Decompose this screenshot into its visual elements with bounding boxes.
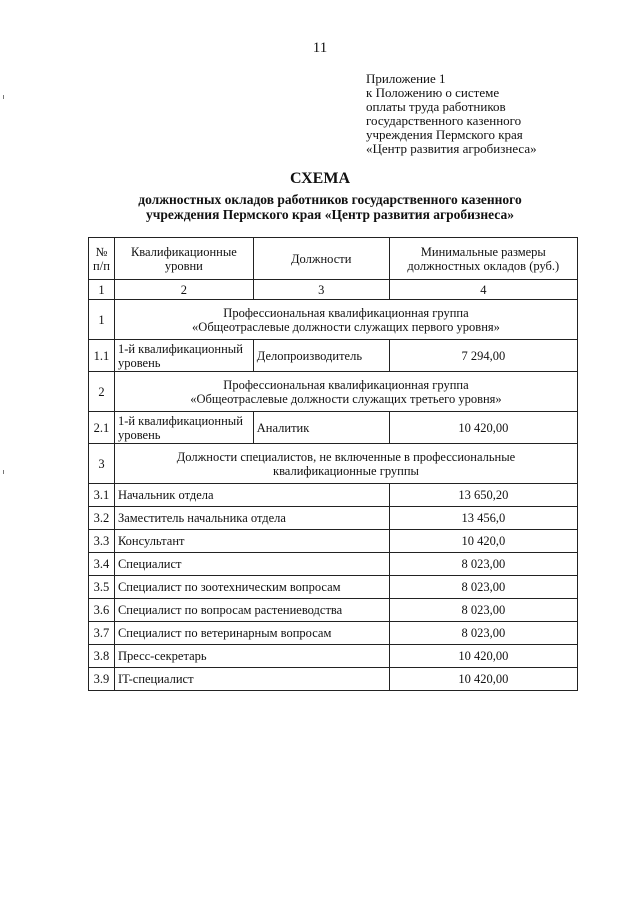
- group-title-line: Профессиональная квалификационная группа: [223, 377, 469, 392]
- group-title: [114, 444, 577, 484]
- row-num: 3.4: [89, 553, 115, 576]
- row-position: Специалист по вопросам растениеводства: [114, 599, 389, 622]
- group-title-line: Должности специалистов, не включенные в профессиональные: [176, 449, 516, 464]
- group-num: 3: [89, 444, 115, 484]
- row-position: Заместитель начальника отдела: [114, 507, 389, 530]
- table-row: [89, 553, 578, 576]
- group-row: [89, 444, 578, 484]
- document-subtitle: [90, 192, 570, 222]
- index-cell: 2: [114, 280, 253, 300]
- group-row: [89, 372, 578, 412]
- row-salary: 8 023,00: [389, 576, 577, 599]
- appendix-line: Приложение 1: [366, 71, 446, 86]
- row-position: Начальник отдела: [114, 484, 389, 507]
- row-position: Пресс-секретарь: [114, 645, 389, 668]
- header-num: № п/п: [89, 238, 115, 280]
- subtitle-line: учреждения Пермского края «Центр развития агробизнеса»: [146, 207, 514, 222]
- row-position: Аналитик: [253, 412, 389, 444]
- document-title: СХЕМА: [289, 170, 351, 187]
- group-num: 1: [89, 300, 115, 340]
- group-title: [114, 372, 577, 412]
- row-salary: 8 023,00: [389, 599, 577, 622]
- row-salary: 13 650,20: [389, 484, 577, 507]
- table-row: [89, 340, 578, 372]
- table-row: [89, 484, 578, 507]
- row-num: 3.5: [89, 576, 115, 599]
- row-salary: 10 420,00: [389, 412, 577, 444]
- header-level: Квалификационные уровни: [114, 238, 253, 280]
- index-cell: 4: [389, 280, 577, 300]
- row-level: 1-й квалификационный уровень: [114, 340, 253, 372]
- table-row: [89, 668, 578, 691]
- row-num: 3.1: [89, 484, 115, 507]
- row-num: 1.1: [89, 340, 115, 372]
- row-position: Специалист по зоотехническим вопросам: [114, 576, 389, 599]
- row-position: Консультант: [114, 530, 389, 553]
- row-salary: 10 420,00: [389, 645, 577, 668]
- index-cell: 3: [253, 280, 389, 300]
- row-num: 3.2: [89, 507, 115, 530]
- group-title: [114, 300, 577, 340]
- header-salary: Минимальные размеры должностных окладов (руб.): [389, 238, 577, 280]
- row-position: Специалист: [114, 553, 389, 576]
- table-row: [89, 599, 578, 622]
- row-num: 3.6: [89, 599, 115, 622]
- group-title-line: Профессиональная квалификационная группа: [223, 305, 469, 320]
- row-salary: 10 420,00: [389, 668, 577, 691]
- appendix-line: учреждения Пермского края: [366, 127, 523, 142]
- table-row: [89, 507, 578, 530]
- page-number: 11: [312, 40, 328, 56]
- group-title-line: «Общеотраслевые должности служащих третьего уровня»: [190, 391, 502, 406]
- header-position: Должности: [253, 238, 389, 280]
- scan-edge-mark: [3, 470, 4, 474]
- row-num: 2.1: [89, 412, 115, 444]
- row-position: Делопроизводитель: [253, 340, 389, 372]
- group-title-line: «Общеотраслевые должности служащих первого уровня»: [192, 319, 500, 334]
- group-title-line: квалификационные группы: [273, 463, 419, 478]
- scan-edge-mark: [3, 95, 4, 99]
- appendix-line: к Положению о системе: [366, 85, 500, 100]
- row-salary: 8 023,00: [389, 553, 577, 576]
- table-row: [89, 530, 578, 553]
- salary-table: [88, 237, 578, 691]
- table-row: [89, 622, 578, 645]
- appendix-line: «Центр развития агробизнеса»: [366, 141, 537, 156]
- row-salary: 8 023,00: [389, 622, 577, 645]
- row-num: 3.9: [89, 668, 115, 691]
- row-num: 3.7: [89, 622, 115, 645]
- table-row: [89, 412, 578, 444]
- row-position: IT-специалист: [114, 668, 389, 691]
- appendix-block: [366, 72, 537, 156]
- appendix-line: оплаты труда работников: [366, 99, 506, 114]
- group-num: 2: [89, 372, 115, 412]
- index-cell: 1: [89, 280, 115, 300]
- table-row: [89, 576, 578, 599]
- row-salary: 13 456,0: [389, 507, 577, 530]
- row-level: 1-й квалификационный уровень: [114, 412, 253, 444]
- table-header-row: [89, 238, 578, 280]
- row-salary: 10 420,0: [389, 530, 577, 553]
- row-position: Специалист по ветеринарным вопросам: [114, 622, 389, 645]
- row-num: 3.3: [89, 530, 115, 553]
- row-num: 3.8: [89, 645, 115, 668]
- table-row: [89, 645, 578, 668]
- table-index-row: [89, 280, 578, 300]
- row-salary: 7 294,00: [389, 340, 577, 372]
- appendix-line: государственного казенного: [366, 113, 522, 128]
- subtitle-line: должностных окладов работников государственного казенного: [138, 192, 522, 207]
- specialist-rows: [89, 484, 578, 691]
- group-row: [89, 300, 578, 340]
